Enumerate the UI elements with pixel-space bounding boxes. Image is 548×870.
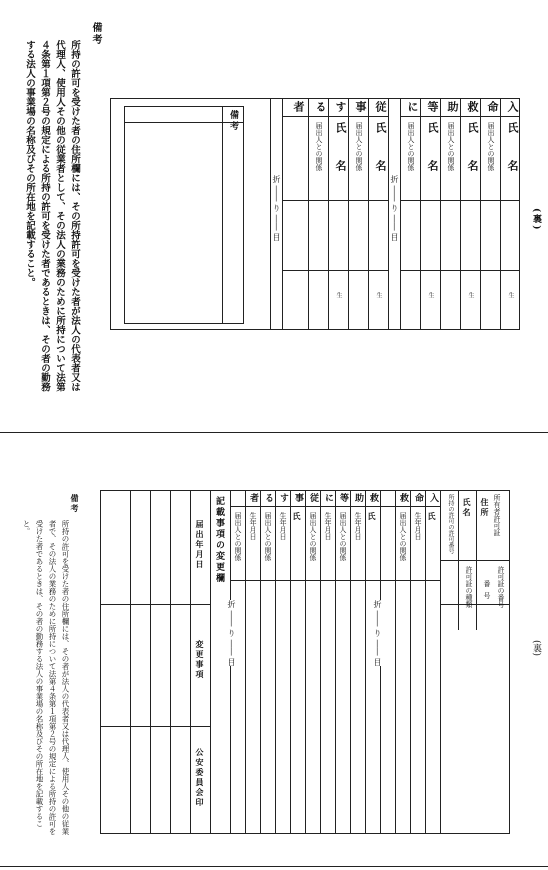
bottom-row-head-2: 救 [398,493,408,504]
bottom-row-name-0: 氏 [427,512,437,522]
top-left-birth-0: 生 [507,292,514,298]
top-left-relation-1: 届出人との関係 [487,122,495,171]
bottom-row-relation-7: 届出人との関係 [264,512,272,561]
top-fold-label-a: 折 ―― り ―― 目 [390,175,399,242]
bottom-header-permit-no: 許可証の番号 [497,566,505,608]
top-left-name2-4: 名 [426,160,439,173]
top-right-name-2: 氏 [334,122,347,135]
bottom-header-go: 号 [483,592,491,599]
top-left-relation-3: 届出人との関係 [447,122,455,171]
top-left-name-2: 氏 [466,122,479,135]
bottom-record-col-2: 公安委員会印 [195,748,205,808]
bottom-header-ban: 番 [483,580,491,587]
top-right-name2-2: 名 [334,160,347,173]
top-right-name2-0: 名 [374,160,387,173]
bottom-notes-label: 備考 [70,494,80,514]
bottom-note-text: 所持の許可を受けた者の住所欄には、その者が法人の代表者又は代理人、使用人その他の従業者で、その法人の業務のために所持について法第４条第１項第２号の規定による所持の許可を受けた者であるときは、その者の勤務する法人の事業場の名称及びその所在地を記載すること。 [22,520,70,835]
bottom-side-label: (裏) [531,640,541,657]
top-right-birth-2: 生 [335,292,342,298]
bottom-row-relation-3: 届出人との関係 [339,512,347,561]
top-left-head-3: 助 [446,101,459,114]
bottom-row-head-9: る [263,493,273,504]
top-left-name-0: 氏 [506,122,519,135]
bottom-row-name-2: 氏 [367,512,377,522]
top-right-relation-1: 届出人との関係 [355,122,363,171]
bottom-row-head-1: 命 [413,493,423,504]
top-left-head-4: 等 [426,101,439,114]
bottom-fold-label-a: 折 ―― り ―― 目 [373,600,382,667]
top-side-label: (裏) [531,208,541,232]
bottom-row-name-6: 氏 [292,512,302,522]
top-right-relation-3: 届出人との関係 [315,122,323,171]
page-bottom-line [0,866,548,867]
bottom-record-col-0: 届出年月日 [195,520,205,570]
top-note-text: 所持の許可を受けた者の住所欄には、その所持許可を受けた者が法人の代表者又は代理人、使用人その他の従業者として、その法人の業務のために所持について法第４条第１項第２号の規定による所持の許可を受けた者であるときは、その者の勤務する法人の事業場の名称及びその所在地を記載すること。 [24,40,80,392]
bottom-fold-label-b: 折 ―― り ―― 目 [227,600,236,667]
top-right-head-3: る [314,101,327,114]
top-right-head-4: 者 [292,101,305,114]
top-left-head-1: 命 [486,101,499,114]
top-left-head-0: 入 [506,101,519,114]
bottom-row-head-6: 従 [308,493,318,504]
bottom-row-head-4: 等 [338,493,348,504]
top-fold-label-b: 折 ―― り ―― 目 [272,175,281,242]
bottom-header-permit-type: 許可証の種類 [465,566,473,608]
bottom-row-birth-5: 生年月日 [324,512,332,540]
top-left-name2-0: 名 [506,160,519,173]
top-right-name-0: 氏 [374,122,387,135]
top-right-head-2: す [334,101,347,114]
top-biko-label: 備考 [228,110,238,132]
top-left-birth-4: 生 [427,292,434,298]
bottom-row-relation-5: 届出人との関係 [309,512,317,561]
top-left-birth-2: 生 [467,292,474,298]
bottom-row-relation-9: 届出人との関係 [234,512,242,561]
top-biko-box [124,106,244,324]
bottom-row-relation-1: 届出人との関係 [399,512,407,561]
bottom-record-label: 記載事項の変更欄 [214,496,224,584]
top-left-head-2: 救 [466,101,479,114]
top-notes-label: 備考 [90,22,101,46]
top-right-head-0: 従 [374,101,387,114]
top-left-name-4: 氏 [426,122,439,135]
bottom-row-head-7: 事 [293,493,303,504]
bottom-row-birth-3: 生年月日 [354,512,362,540]
bottom-row-birth-1: 生年月日 [414,512,422,540]
bottom-header-permit-num: 所持の許可の許可番号 [447,494,454,554]
bottom-row-head-5: に [323,493,333,504]
top-left-relation-5: 届出人との関係 [407,122,415,171]
top-left-head-5: に [406,101,419,114]
bottom-row-head-2b: 救 [368,493,378,504]
bottom-row-head-0: 入 [428,493,438,504]
bottom-record-col-1: 変更事項 [195,640,205,680]
top-right-head-1: 事 [354,101,367,114]
bottom-row-birth-7: 生年月日 [279,512,287,540]
bottom-header-address: 住所 [480,498,490,518]
bottom-row-birth-9: 生年月日 [249,512,257,540]
top-left-name2-2: 名 [466,160,479,173]
bottom-row-head-3: 助 [353,493,363,504]
bottom-row-head-10: 者 [248,493,258,504]
bottom-header-name: 氏名 [462,498,472,518]
bottom-row-head-8: す [278,493,288,504]
bottom-header-owner: 所有者許可証 [493,494,501,536]
top-right-birth-0: 生 [375,292,382,298]
page-divider [0,432,548,433]
